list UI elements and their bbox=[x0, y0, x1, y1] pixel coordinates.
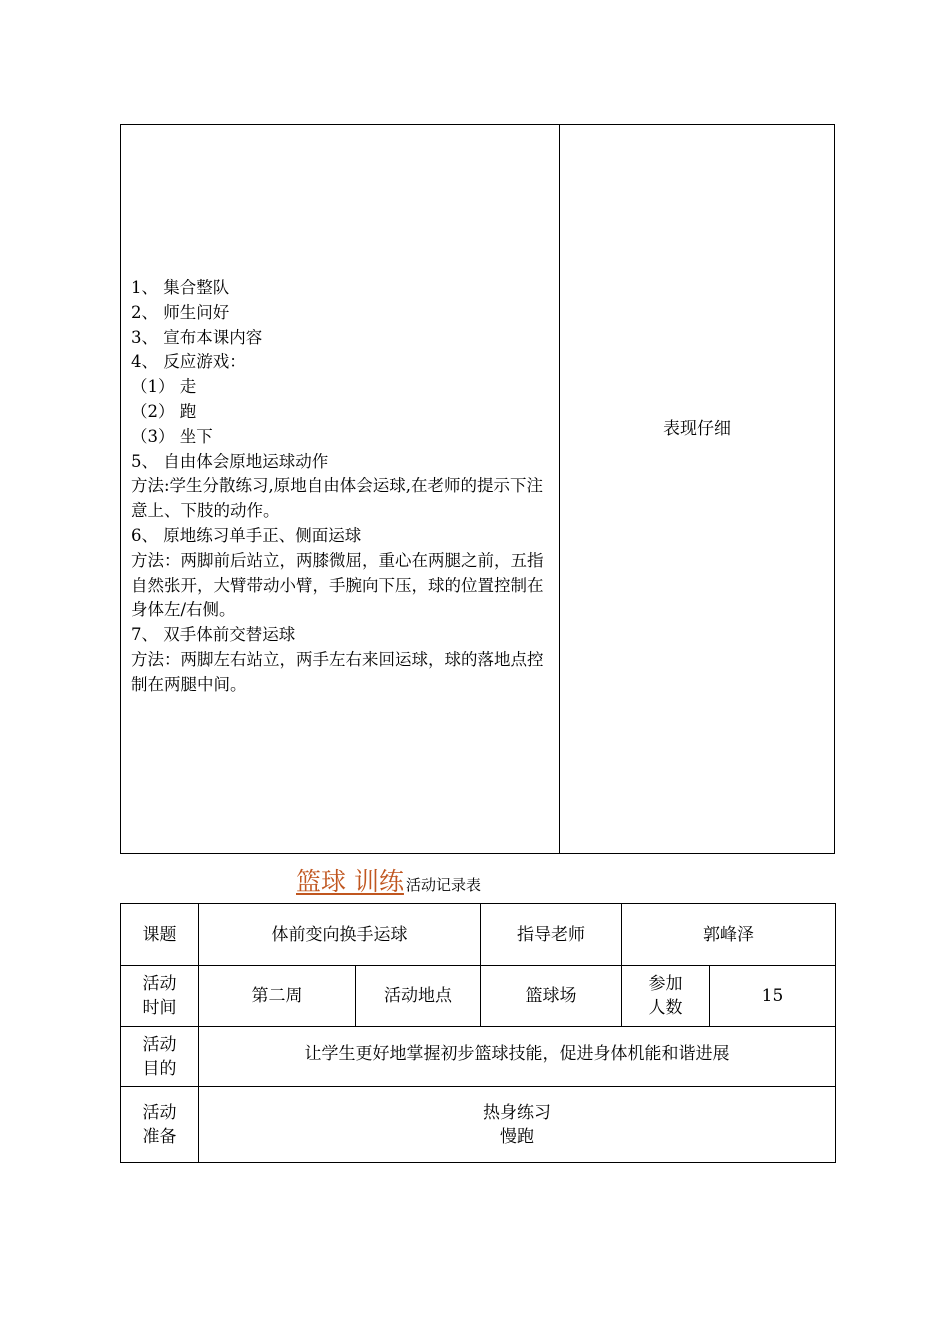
table-row bbox=[121, 1087, 836, 1163]
time-value: 第二周 bbox=[199, 966, 356, 1027]
title-activity-name: 篮球 训练 bbox=[296, 867, 404, 896]
purpose-text: 让学生更好地掌握初步篮球技能，促进身体机能和谐进展 bbox=[304, 1043, 730, 1064]
method-text: 方法:学生分散练习,原地自由体会运球,在老师的提示下注意上、下肢的动作。 bbox=[131, 476, 544, 521]
place-value: 篮球场 bbox=[481, 966, 622, 1027]
label-line: 参加 bbox=[648, 974, 683, 994]
prep-line: 热身练习 bbox=[483, 1102, 551, 1123]
prep-label bbox=[121, 1087, 199, 1163]
step-line: 3、 宣布本课内容 bbox=[131, 327, 263, 347]
label-line: 活动 bbox=[142, 974, 177, 994]
activity-record-table bbox=[120, 903, 836, 1163]
table-row bbox=[121, 966, 836, 1027]
table-row bbox=[121, 1027, 836, 1087]
activity-steps-cell bbox=[121, 125, 560, 853]
topic-value: 体前变向换手运球 bbox=[199, 904, 481, 966]
step-line: 6、 原地练习单手正、侧面运球 bbox=[131, 525, 362, 545]
evaluation-text: 表现仔细 bbox=[663, 418, 731, 439]
label-line: 活动 bbox=[142, 1102, 177, 1123]
teacher-label: 指导老师 bbox=[481, 904, 622, 966]
label-line: 目的 bbox=[142, 1058, 177, 1079]
count-value: 15 bbox=[710, 966, 836, 1027]
method-text: 方法：两脚左右站立，两手左右来回运球，球的落地点控制在两腿中间。 bbox=[131, 649, 544, 694]
label-line: 人数 bbox=[648, 998, 683, 1018]
step-line: （2） 跑 bbox=[131, 401, 197, 421]
evaluation-cell bbox=[560, 125, 834, 853]
title-suffix: 活动记录表 bbox=[405, 876, 481, 894]
step-line: （3） 坐下 bbox=[131, 426, 213, 446]
topic-label: 课题 bbox=[121, 904, 199, 966]
table-row bbox=[121, 904, 836, 966]
teacher-value: 郭峰泽 bbox=[622, 904, 836, 966]
method-text: 方法：两脚前后站立，两膝微屈，重心在两腿之前，五指自然张开，大臂带动小臂，手腕向下压，球的位置控制在身体左/右侧。 bbox=[131, 550, 544, 620]
prep-line: 慢跑 bbox=[500, 1126, 534, 1147]
step-line: 1、 集合整队 bbox=[131, 278, 230, 297]
step-line: 5、 自由体会原地运球动作 bbox=[131, 451, 329, 471]
prep-value bbox=[199, 1087, 836, 1163]
count-label bbox=[622, 966, 710, 1027]
step-line: 4、 反应游戏： bbox=[131, 352, 246, 372]
step-line: （1） 走 bbox=[131, 377, 197, 397]
purpose-label bbox=[121, 1027, 199, 1087]
activity-content-table bbox=[120, 124, 835, 854]
place-label: 活动地点 bbox=[356, 966, 481, 1027]
label-line: 时间 bbox=[142, 998, 177, 1018]
purpose-value bbox=[199, 1027, 836, 1087]
step-line: 7、 双手体前交替运球 bbox=[131, 625, 296, 645]
step-line: 2、 师生问好 bbox=[131, 302, 230, 322]
record-form-title bbox=[294, 862, 481, 898]
label-line: 活动 bbox=[142, 1034, 177, 1055]
time-label bbox=[121, 966, 199, 1027]
label-line: 准备 bbox=[142, 1126, 177, 1147]
